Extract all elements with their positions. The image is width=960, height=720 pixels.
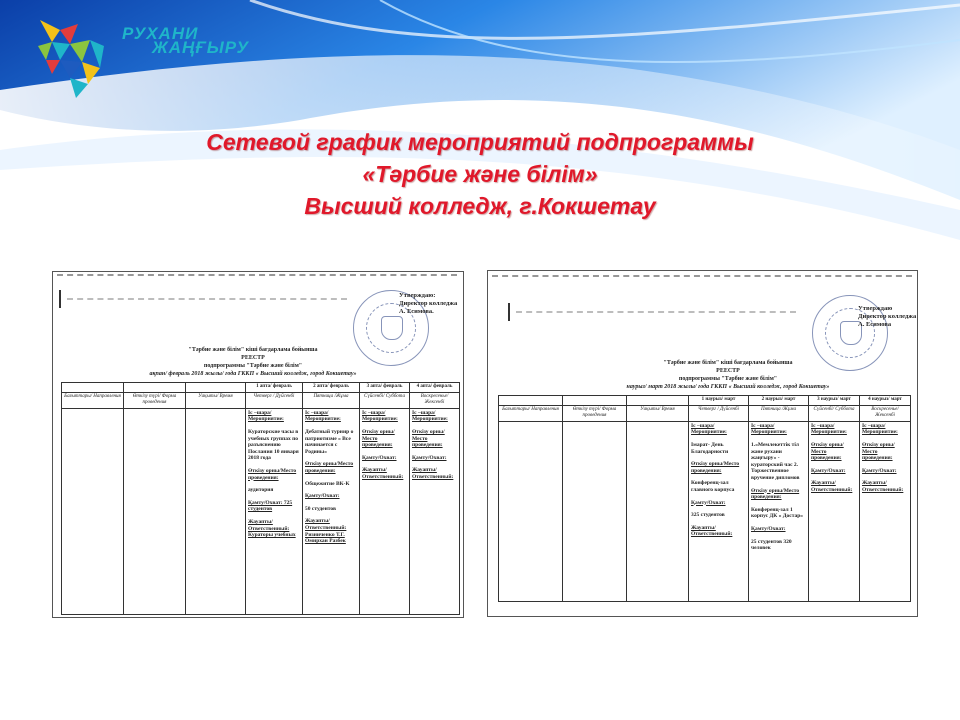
table-cell [627, 396, 689, 406]
cell-line: 325 студентов [691, 512, 725, 519]
heading-line: наурыз/ март 2018 жылы/ года ГККП « Высший колледж, город Кокшетау» [626, 384, 830, 390]
table-cell [563, 396, 627, 406]
week-header: 3 наурыз/ март [809, 396, 860, 406]
logo-text-line1: РУХАНИ [122, 24, 199, 43]
slide-title [0, 126, 960, 222]
cell-line: 50 студентов [305, 505, 336, 512]
table-cell [62, 408, 124, 614]
heading-line: РЕЕСТР [716, 368, 740, 374]
cell-line: Өткізу орны/Место проведения: [691, 461, 740, 474]
approval-line: А. Есимова. [399, 308, 434, 315]
rukhani-zhangyru-logo-icon [30, 10, 110, 100]
cell-line: 25 студентов 320 человек [751, 538, 792, 552]
table-row [62, 392, 460, 408]
document-scan-march [487, 270, 918, 617]
table-row [499, 396, 911, 406]
document-heading [598, 359, 858, 391]
cell-line: Іс –шара/ Мероприятие: [248, 409, 284, 423]
document-scan-february [52, 271, 464, 618]
table-row [499, 421, 911, 601]
scan-edge-line [57, 274, 457, 276]
approval-block [858, 305, 916, 329]
slide-title-line2: «Тәрбие және білім» [362, 161, 598, 187]
scan-mark [59, 290, 61, 308]
cell-line: аудитория [248, 487, 274, 494]
cell-line: Қамту/Охват: [305, 493, 340, 500]
column-header: Четверг / Дүйсенбі [689, 405, 749, 421]
cell-line: Іс –шара/ Мероприятие: [362, 409, 398, 423]
week-header: 1 наурыз/ март [689, 396, 749, 406]
scan-dash-line [516, 311, 796, 313]
cell-line: Өткізу орны/Место проведения: [305, 461, 354, 474]
column-header: Бағыттары/ Направления [62, 392, 124, 408]
cell-line: Жауапты/Ответственный: Ризниченко Т.Г. Омирхан Разбек [305, 518, 347, 545]
document-heading [123, 346, 383, 378]
event-cell [809, 421, 860, 601]
event-cell [860, 421, 911, 601]
cell-line: Общежитие ВК-К [305, 480, 350, 487]
cell-line: Қамту/Охват: [751, 525, 786, 532]
cell-line: Іс –шара/ Мероприятие: [751, 422, 787, 436]
event-cell [749, 421, 809, 601]
cell-line: Өткізу орны/Место проведения: [862, 441, 895, 462]
approval-line: Директор колледжа [858, 313, 917, 320]
heading-line: РЕЕСТР [241, 355, 265, 361]
week-header: 2 наурыз/ март [749, 396, 809, 406]
column-header: Өткізу түрі/ Форма проведения [563, 405, 627, 421]
schedule-table [61, 382, 460, 615]
approval-line: А. Есимова [858, 321, 892, 328]
column-header: Өткізу түрі/ Форма проведения [124, 392, 186, 408]
cell-line: Конференц-зал главного корпуса [691, 480, 735, 493]
scan-edge-line [492, 275, 912, 277]
cell-line: Кураторские часы в учебных группах по разъяснению Послания 10 января 2018 года [248, 428, 299, 462]
cell-line: Өткізу орны/Место проведения: [751, 487, 800, 501]
cell-line: Қамту/Охват: [412, 454, 447, 461]
column-header: Четверг / Дүйсенбі [246, 392, 303, 408]
column-header: Пятница /Жұма [749, 405, 809, 421]
cell-line: Өткізу орны/Место проведения: [362, 428, 395, 449]
event-cell [360, 408, 410, 614]
column-header: Воскресенье/ Жексенбі [860, 405, 911, 421]
cell-line: Іс –шара/ Мероприятие: [412, 409, 448, 423]
cell-line: Конференц-зал 1 корпус ДК « Достар» [751, 506, 804, 520]
event-cell [303, 408, 360, 614]
cell-line: Іс –шара/ Мероприятие: [691, 422, 727, 436]
table-cell [124, 383, 186, 393]
slide-title-line1: Сетевой график мероприятий подпрограммы [206, 129, 754, 155]
approval-block [399, 292, 457, 316]
cell-line: Жауапты/Ответственный: [362, 467, 404, 480]
cell-line: Іс –шара/ Мероприятие: [811, 422, 847, 436]
cell-line: Қамту/Охват: [362, 454, 397, 461]
cell-line: Өткізу орны/Место проведения: [248, 467, 297, 481]
scan-mark [508, 303, 510, 321]
event-cell [689, 421, 749, 601]
table-cell [124, 408, 186, 614]
week-header: 3 апта/ февраль [360, 383, 410, 393]
schedule-table [498, 395, 911, 602]
week-header: 4 апта/ февраль [410, 383, 460, 393]
week-header: 1 апта/ февраль [246, 383, 303, 393]
cell-line: Жауапты/Ответственный: [862, 480, 904, 493]
cell-line: Өткізу орны/Место проведения: [412, 428, 445, 449]
heading-line: ақпан/ февраль 2018 жылы/ года ГККП « Высший колледж, город Кокшетау» [149, 371, 357, 377]
cell-line: Жауапты/Ответственный: Кураторы учебных [248, 518, 296, 539]
cell-line: Жауапты/Ответственный: [412, 467, 454, 480]
table-row [62, 408, 460, 614]
table-cell [499, 396, 563, 406]
column-header: Уақыты/ Время [627, 405, 689, 421]
week-header: 4 наурыз/ март [860, 396, 911, 406]
logo-text-line2: ЖАҢҒЫРУ [152, 38, 249, 57]
table-row [62, 383, 460, 393]
rukhani-zhangyru-logo [30, 10, 249, 110]
heading-line: подпрограммы "Тәрбие және білім" [203, 363, 303, 369]
cell-line: Өткізу орны/Место проведения: [811, 441, 844, 462]
event-cell [410, 408, 460, 614]
column-header: Сүйсенбі/ Суббота [809, 405, 860, 421]
cell-line: Қамту/Охват: [862, 467, 897, 474]
heading-line: "Тәрбие және білім" кіші бағдарлама бойынша [188, 347, 318, 353]
table-cell [563, 421, 627, 601]
cell-line: Қамту/Охват: [691, 499, 726, 506]
column-header: Сүйсенбі/ Суббота [360, 392, 410, 408]
heading-line: подпрограммы "Тәрбие және білім" [678, 376, 778, 382]
cell-line: Жауапты/Ответственный: [691, 524, 733, 538]
column-header: Уақыты/ Время [186, 392, 246, 408]
cell-line: Қамту/Охват: 725 студентов [248, 499, 293, 513]
table-cell [62, 383, 124, 393]
cell-line: Жауапты/Ответственный: [811, 480, 853, 493]
cell-line: Дебатный турнир о патриотизме « Все начинается с Родины» [305, 428, 354, 455]
cell-line: Іс –шара/ Мероприятие: [305, 409, 341, 423]
heading-line: "Тәрбие және білім" кіші бағдарлама бойынша [663, 360, 793, 366]
table-cell [186, 408, 246, 614]
cell-line: Іс –шара/ Мероприятие: [862, 422, 898, 436]
cell-line: Қамту/Охват: [811, 467, 846, 474]
column-header: Пятница /Жұма [303, 392, 360, 408]
week-header: 2 апта/ февраль [303, 383, 360, 393]
table-cell [186, 383, 246, 393]
approval-line: Утверждаю: [399, 292, 436, 299]
event-cell [246, 408, 303, 614]
table-cell [627, 421, 689, 601]
column-header: Бағыттары/ Направления [499, 405, 563, 421]
cell-line: 1.«Мемлекеттік тіл және рухани жаңғыру» - кураторский час 2. Торжественное вручение дипломов [751, 441, 800, 481]
table-cell [499, 421, 563, 601]
cell-line: Імарат- День Благодарности [691, 441, 729, 455]
slide-title-line3: Высший колледж, г.Кокшетау [304, 193, 656, 219]
approval-line: Директор колледжа [399, 300, 458, 307]
table-row [499, 405, 911, 421]
scan-dash-line [67, 298, 347, 300]
approval-line: Утверждаю [858, 305, 893, 312]
column-header: Воскресенье/ Жексенбі [410, 392, 460, 408]
